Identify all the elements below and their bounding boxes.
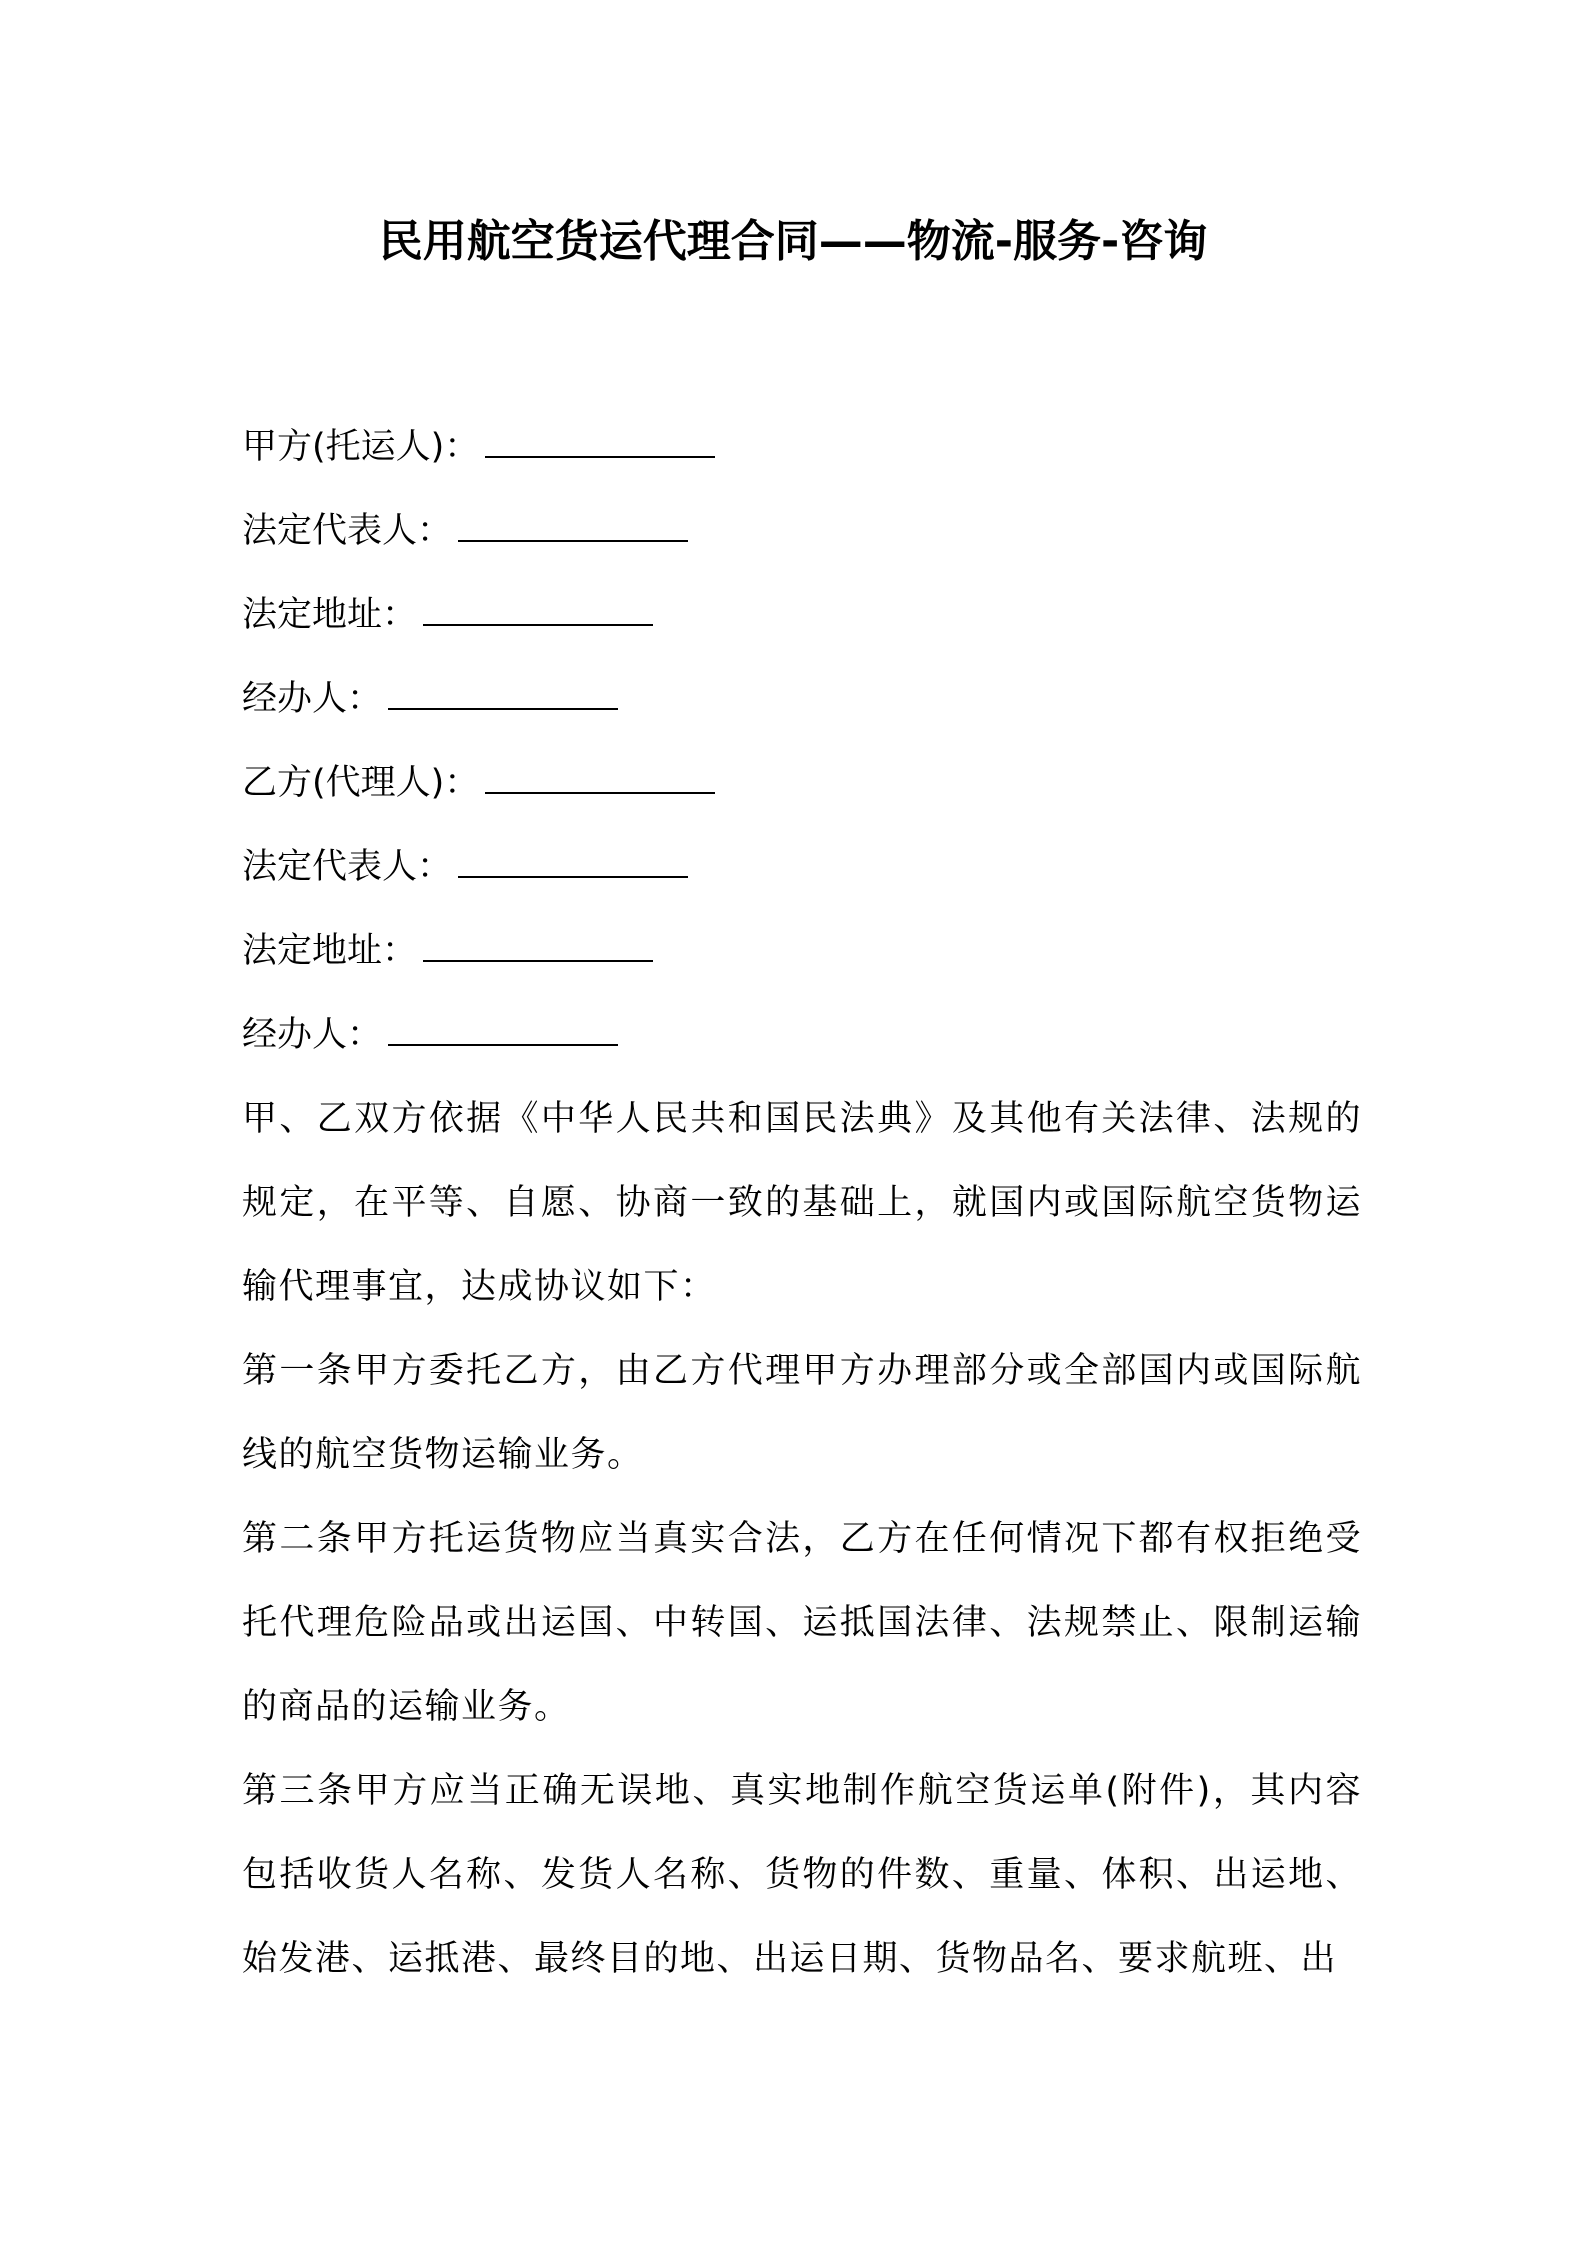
field-label: 法定代表人：: [242, 847, 453, 887]
fill-in-blank: [423, 928, 653, 962]
field-label: 法定地址：: [242, 595, 418, 635]
party-b-legal-rep-field: [242, 825, 1362, 909]
preamble-paragraph: 甲、乙双方依据《中华人民共和国民法典》及其他有关法律、法规的规定，在平等、自愿、协商一致的基础上，就国内或国际航空货物运输代理事宜，达成协议如下：: [242, 1099, 1362, 1307]
field-label: 法定代表人：: [242, 511, 453, 551]
party-a-address-field: [242, 573, 1362, 657]
document-body: [242, 405, 1362, 2001]
fill-in-blank: [458, 844, 688, 878]
article-3-paragraph: 第三条甲方应当正确无误地、真实地制作航空货运单(附件)，其内容包括收货人名称、发货人名称、货物的件数、重量、体积、出运地、始发港、运抵港、最终目的地、出运日期、货物品名、要求航班、出: [242, 1771, 1362, 1979]
field-label: 经办人：: [242, 1015, 383, 1055]
field-label: 经办人：: [242, 679, 383, 719]
fill-in-blank: [388, 676, 618, 710]
fill-in-blank: [485, 760, 715, 794]
field-label: 法定地址：: [242, 931, 418, 971]
article-2-paragraph: 第二条甲方托运货物应当真实合法，乙方在任何情况下都有权拒绝受托代理危险品或出运国、中转国、运抵国法律、法规禁止、限制运输的商品的运输业务。: [242, 1519, 1362, 1727]
field-label: 甲方(托运人)：: [242, 427, 480, 467]
party-b-handler-field: [242, 993, 1362, 1077]
document-title: 民用航空货运代理合同——物流-服务-咨询: [378, 216, 1208, 267]
field-label: 乙方(代理人)：: [242, 763, 480, 803]
fill-in-blank: [485, 424, 715, 458]
party-b-address-field: [242, 909, 1362, 993]
article-1-paragraph: 第一条甲方委托乙方，由乙方代理甲方办理部分或全部国内或国际航线的航空货物运输业务。: [242, 1351, 1362, 1475]
party-a-shipper-field: [242, 405, 1362, 489]
party-a-legal-rep-field: [242, 489, 1362, 573]
fill-in-blank: [423, 592, 653, 626]
party-b-agent-field: [242, 741, 1362, 825]
fill-in-blank: [388, 1012, 618, 1046]
fill-in-blank: [458, 508, 688, 542]
party-a-handler-field: [242, 657, 1362, 741]
